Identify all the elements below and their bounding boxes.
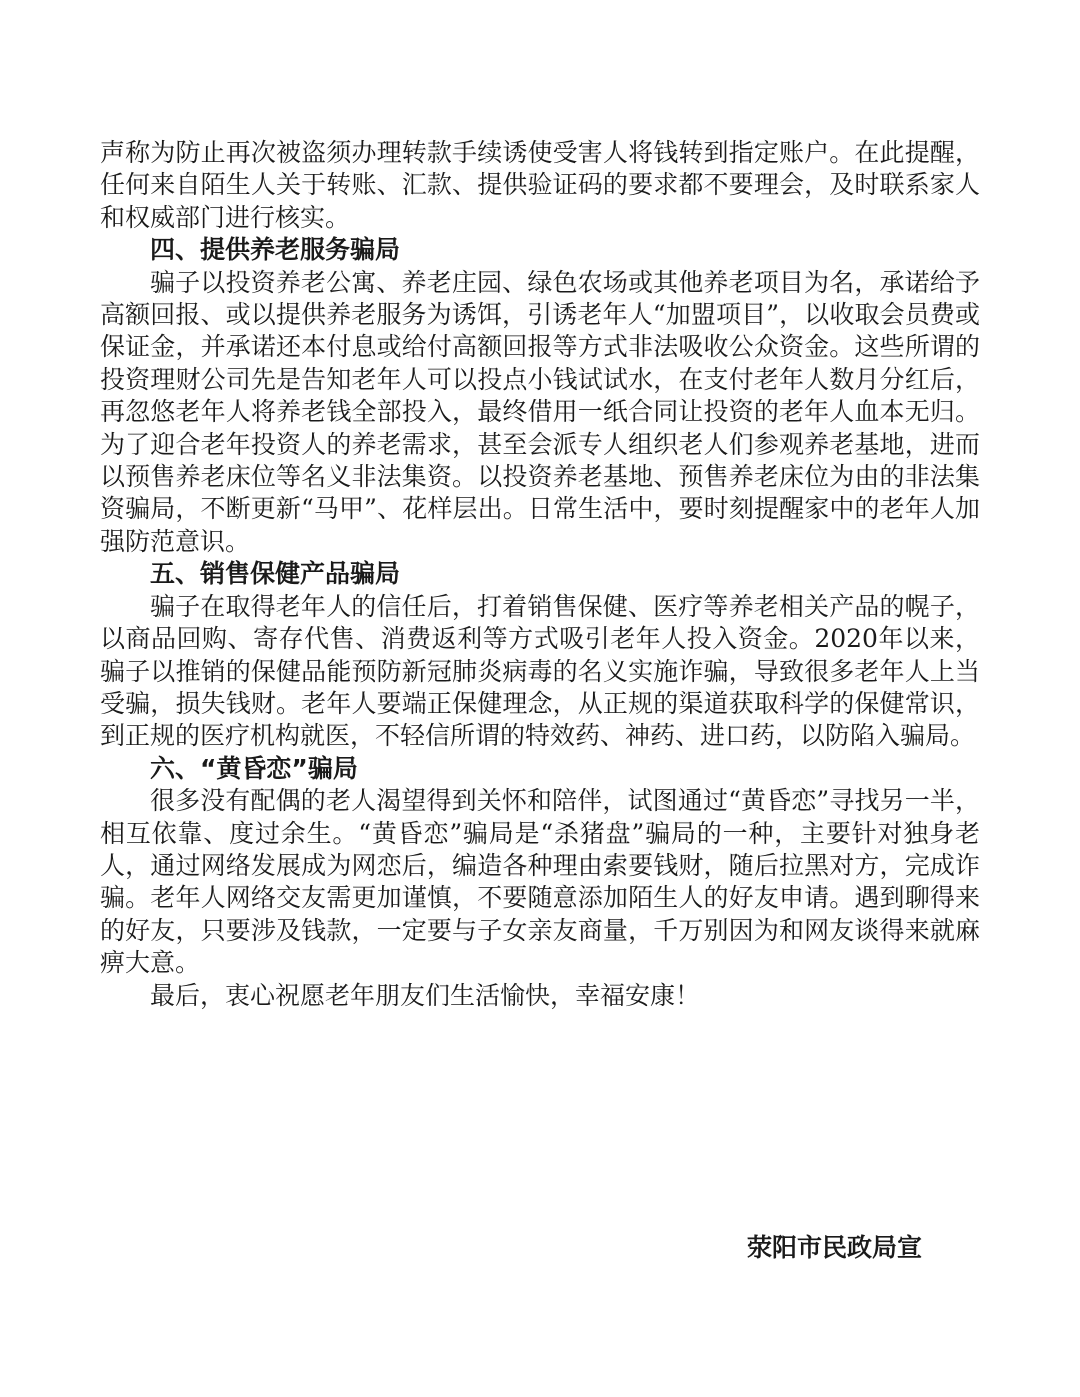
section-body-pension-service-scam: 骗子以投资养老公寓、养老庄园、绿色农场或其他养老项目为名，承诺给予高额回报、或以提供养老服务为诱饵，引诱老年人“加盟项目”，以收取会员费或保证金，并承诺还本付息或给付高额回报等方式非法吸收公众资金。这些所谓的投资理财公司先是告知老年人可以投点小钱试试水，在支付老年人数月分红后，再忽悠老年人将养老钱全部投入，最终借用一纸合同让投资的老年人血本无归。为了迎合老年投资人的养老需求，甚至会派专人组织老人们参观养老基地，进而以预售养老床位等名义非法集资。以投资养老基地、预售养老床位为由的非法集资骗局，不断更新“马甲”、花样层出。日常生活中，要时刻提醒家中的老年人加强防范意识。 xyxy=(100,267,980,556)
section-heading-health-product-scam: 五、销售保健产品骗局 xyxy=(150,559,401,589)
signature: 荥阳市民政局宣 xyxy=(747,1233,923,1262)
section-heading-twilight-romance-scam: 六、“黄昏恋”骗局 xyxy=(150,753,358,783)
section-body-twilight-romance-scam: 很多没有配偶的老人渴望得到关怀和陪伴，试图通过“黄昏恋”寻找另一半，相互依靠、度过余生。“黄昏恋”骗局是“杀猪盘”骗局的一种，主要针对独身老人，通过网络发展成为网恋后，编造各种理由索要钱财，随后拉黑对方，完成诈骗。老年人网络交友需更加谨慎，不要随意添加陌生人的好友申请。遇到聊得来的好友，只要涉及钱款，一定要与子女亲友商量，千万别因为和网友谈得来就麻痹大意。 xyxy=(100,786,980,978)
closing-paragraph: 最后，衷心祝愿老年朋友们生活愉快，幸福安康！ xyxy=(150,980,701,1010)
section-heading-pension-service-scam: 四、提供养老服务骗局 xyxy=(150,235,401,265)
document-body xyxy=(100,137,980,1012)
intro-continuation-paragraph: 声称为防止再次被盗须办理转款手续诱使受害人将钱转到指定账户。在此提醒，任何来自陌生人关于转账、汇款、提供验证码的要求都不要理会，及时联系家人和权威部门进行核实。 xyxy=(100,138,980,232)
section-body-health-product-scam: 骗子在取得老年人的信任后，打着销售保健、医疗等养老相关产品的幌子，以商品回购、寄存代售、消费返利等方式吸引老年人投入资金。2020年以来，骗子以推销的保健品能预防新冠肺炎病毒的名义实施诈骗，导致很多老年人上当受骗，损失钱财。老年人要端正保健理念，从正规的渠道获取科学的保健常识，到正规的医疗机构就医，不轻信所谓的特效药、神药、进口药，以防陷入骗局。 xyxy=(100,591,980,751)
